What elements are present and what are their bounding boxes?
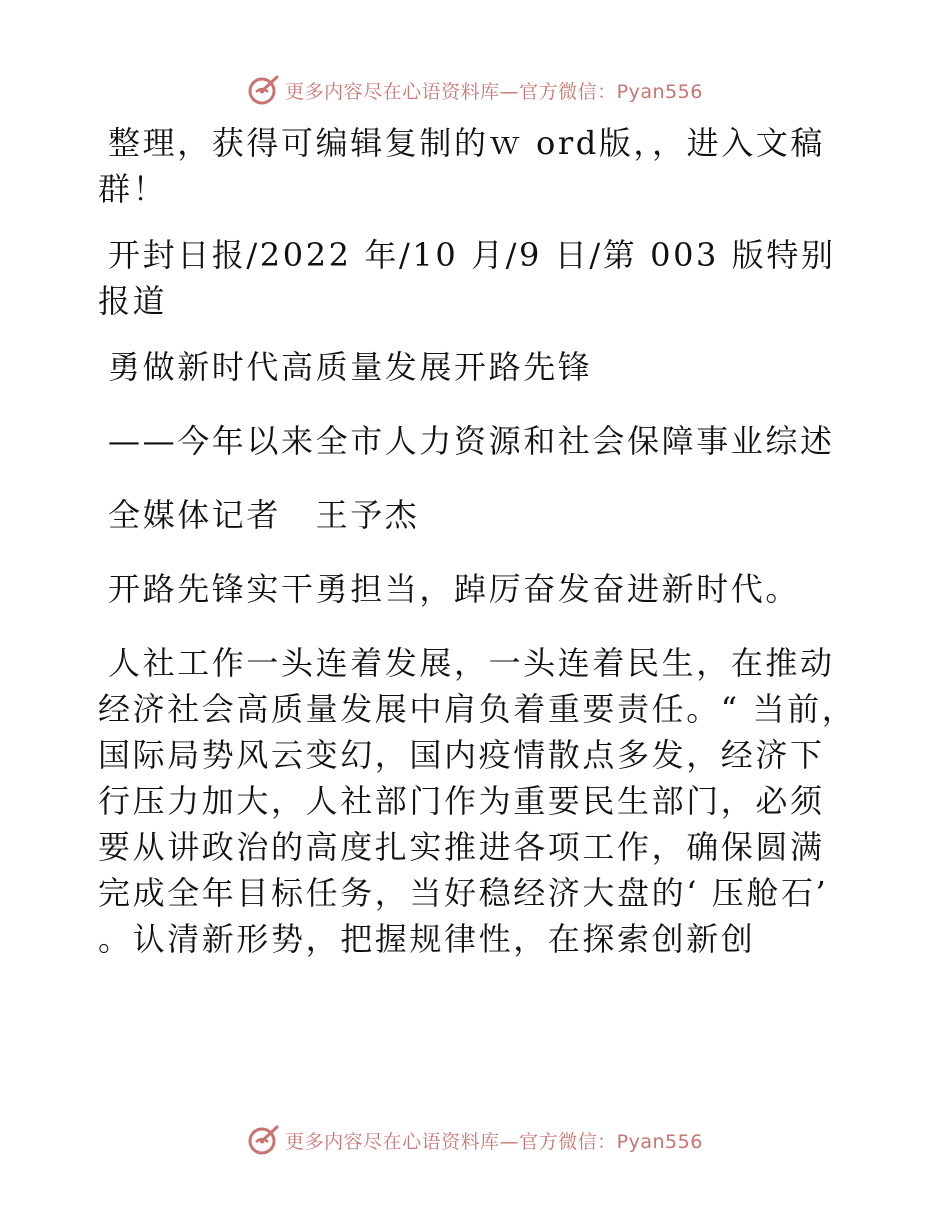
source-line: 开封日报/2022 年/10 月/9 日/第 003 版特别报道 [98,236,836,320]
book-pen-logo-icon [247,1123,281,1157]
header-watermark [0,70,950,110]
watermark-text: 更多内容尽在心语资料库—官方微信：Pyan556 [285,1130,703,1153]
footer-watermark [0,1120,950,1160]
article-subtitle: ——今年以来全市人力资源和社会保障事业综述 [108,422,835,460]
lead-sentence: 开路先锋实干勇担当，踔厉奋发奋进新时代。 [108,570,801,608]
document-body [98,120,858,962]
watermark-text: 更多内容尽在心语资料库—官方微信：Pyan556 [285,80,703,103]
article-title: 勇做新时代高质量发展开路先锋 [108,348,593,386]
body-paragraph: 人社工作一头连着发展，一头连着民生，在推动经济社会高质量发展中肩负着重要责任。“ 当前，国际局势风云变幻，国内疫情散点多发，经济下行压力加大，人社部门作为重要民生部门，必须要从讲政治的高度扎实推进各项工作，确保圆满完成全年目标任务，当好稳经济大盘的‘ 压舱石’ 。认清新形势，把握规律性，在探索创新创 [98,644,857,958]
intro-paragraph: 整理，获得可编辑复制的ｗ ord版，，进入文稿群！ [98,124,826,208]
byline: 全媒体记者 王予杰 [108,496,420,534]
book-pen-logo-icon [247,73,281,107]
